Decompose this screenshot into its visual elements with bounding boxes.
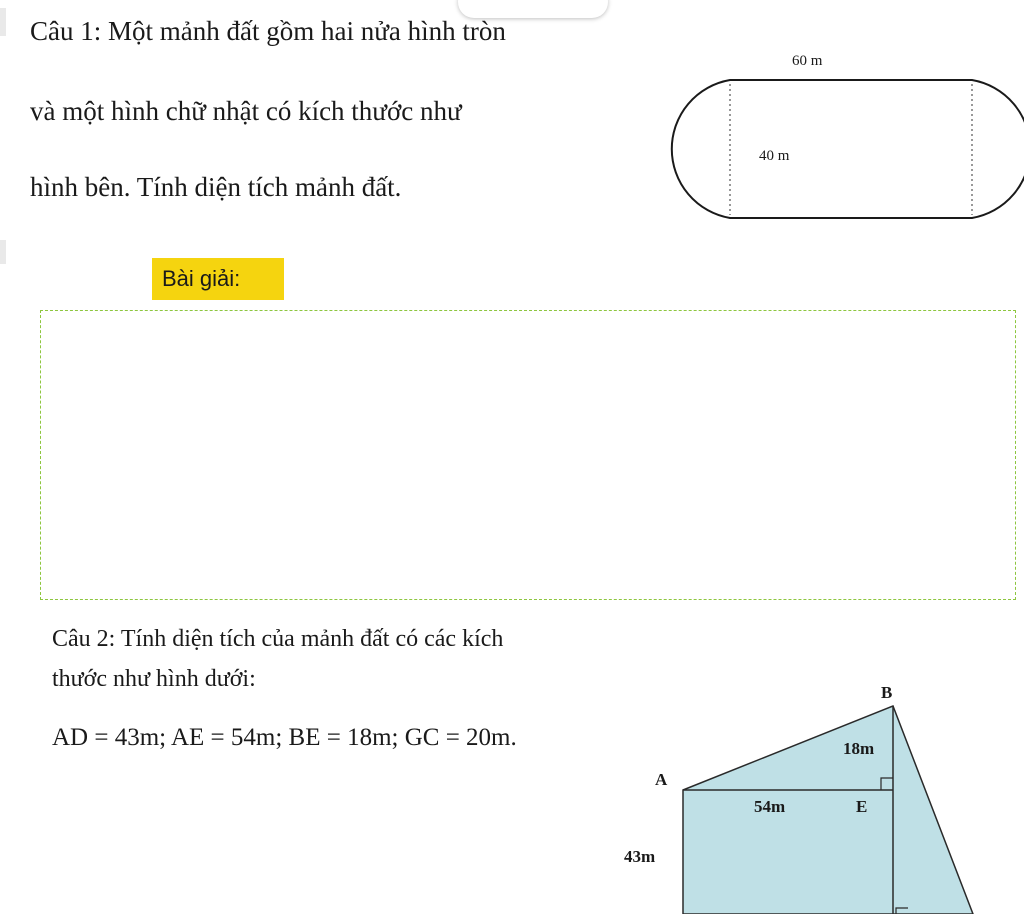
point-a-label: A [655, 770, 668, 789]
ad-length-label: 43m [624, 847, 656, 866]
point-e-label: E [856, 797, 868, 816]
question2-line-1: Câu 2: Tính diện tích của mảnh đất có các kích [52, 626, 504, 652]
given-measurements: AD = 43m; AE = 54m; BE = 18m; GC = 20m. [52, 724, 517, 751]
page-edge-marker [0, 240, 6, 264]
page-edge-marker [0, 8, 6, 36]
answer-area[interactable] [40, 310, 1016, 600]
question1-line-2: và một hình chữ nhật có kích thước như [30, 96, 462, 126]
solution-heading: Bài giải: [152, 258, 284, 300]
land-plot-figure [600, 670, 1024, 914]
ae-length-label: 54m [754, 797, 786, 816]
question2-line-2: thước như hình dưới: [52, 666, 256, 692]
stadium-shape-figure [660, 40, 1024, 230]
plot-shape [683, 706, 973, 914]
be-length-label: 18m [843, 739, 875, 758]
question1-line-1: Câu 1: Một mảnh đất gồm hai nửa hình tròn [30, 16, 506, 46]
question1-line-3: hình bên. Tính diện tích mảnh đất. [30, 172, 402, 202]
width-label: 40 m [759, 148, 790, 164]
point-b-label: B [881, 683, 893, 702]
length-label: 60 m [792, 53, 823, 69]
stadium-outline [672, 80, 1024, 218]
